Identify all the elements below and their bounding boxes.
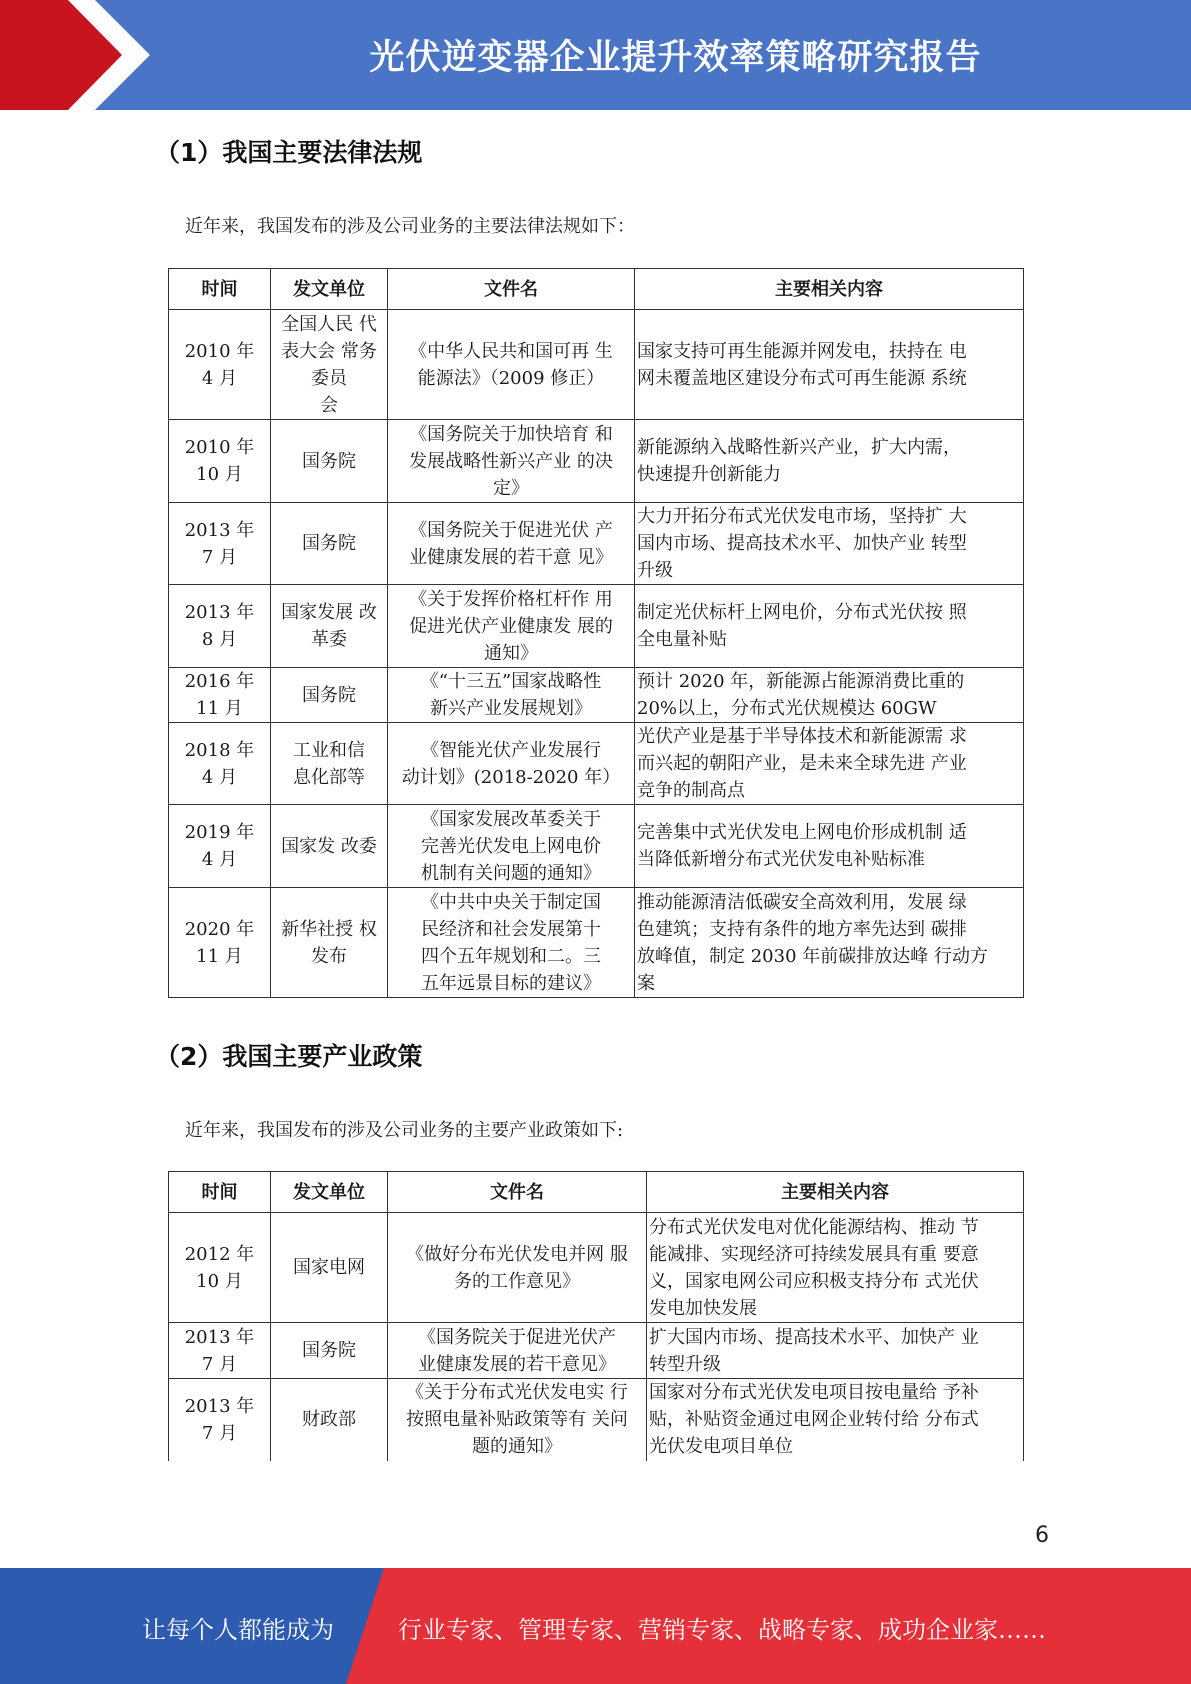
table-row <box>169 668 1024 723</box>
cell-line: 发布 <box>311 945 347 967</box>
section1-heading: （1）我国主要法律法规 <box>155 138 423 167</box>
cell-line: 2013 年 <box>184 1326 255 1348</box>
cell-doc <box>388 723 635 805</box>
cell-line: 2010 年 <box>184 340 255 362</box>
cell-line: 8 月 <box>201 629 238 650</box>
table-row <box>169 723 1024 805</box>
cell-doc <box>388 310 635 420</box>
section1-intro: 近年来，我国发布的涉及公司业务的主要法律法规如下： <box>185 216 635 237</box>
col-header-doc: 文件名 <box>388 1172 647 1213</box>
table-row <box>169 310 1024 420</box>
cell-line: 动计划》(2018-2020 年） <box>401 766 621 788</box>
cell-line: 《关于发挥价格杠杆作 用 <box>409 588 613 610</box>
page-number: 6 <box>1035 1523 1049 1548</box>
cell-line: 《国务院关于促进光伏产 <box>418 1326 616 1348</box>
cell-line: 国家发展 改 <box>281 602 377 623</box>
table-row <box>169 585 1024 668</box>
cell-issuer <box>271 585 388 668</box>
col-header-issuer: 发文单位 <box>271 1172 388 1213</box>
cell-line: 2013 年 <box>184 1395 255 1417</box>
cell-line: 大力开拓分布式光伏发电市场，坚持扩 大 <box>637 506 967 527</box>
cell-content <box>647 1323 1024 1379</box>
cell-line: 能减排、实现经济可持续发展具有重 要意 <box>649 1243 979 1265</box>
cell-line: 国务院 <box>302 1340 356 1361</box>
cell-line: 分布式光伏发电对优化能源结构、推动 节 <box>649 1216 979 1238</box>
cell-line: 竞争的制高点 <box>637 780 745 801</box>
cell-doc <box>388 1323 647 1379</box>
cell-issuer <box>271 805 388 888</box>
cell-line: 务的工作意见》 <box>454 1270 580 1292</box>
cell-line: 题的通知》 <box>472 1436 562 1458</box>
cell-line: 《“十三五”国家战略性 <box>420 671 602 692</box>
cell-issuer <box>271 1323 388 1379</box>
cell-doc <box>388 805 635 888</box>
cell-doc <box>388 668 635 723</box>
cell-line: 2012 年 <box>184 1243 255 1265</box>
cell-doc <box>388 1379 647 1461</box>
cell-line: 完善集中式光伏发电上网电价形成机制 适 <box>637 822 967 843</box>
cell-line: 全国人民 代 <box>281 313 377 335</box>
cell-line: 《关于分布式光伏发电实 行 <box>406 1382 628 1404</box>
cell-content <box>635 310 1024 420</box>
cell-line: 2013 年 <box>184 602 255 623</box>
cell-line: 《国务院关于促进光伏 产 <box>409 519 613 541</box>
col-header-date: 时间 <box>169 1172 271 1213</box>
cell-doc <box>388 420 635 503</box>
cell-line: 业健康发展的若干意 见》 <box>409 546 613 568</box>
report-title: 光伏逆变器企业提升效率策略研究报告 <box>369 38 982 78</box>
cell-line: 转型升级 <box>649 1353 721 1375</box>
table-row <box>169 1323 1024 1379</box>
cell-line: 《国务院关于加快培育 和 <box>409 423 613 445</box>
cell-line: 国内市场、提高技术水平、加快产业 转型 <box>637 533 967 554</box>
cell-line: 《智能光伏产业发展行 <box>421 739 601 761</box>
cell-line: 表大会 常务 <box>281 340 377 362</box>
cell-content <box>635 723 1024 805</box>
cell-line: 会 <box>320 394 338 416</box>
cell-issuer <box>271 503 388 585</box>
cell-line: 光伏发电项目单位 <box>649 1436 793 1458</box>
cell-line: 贴，补贴资金通过电网企业转付给 分布式 <box>649 1409 979 1431</box>
cell-line: 全电量补贴 <box>637 629 727 650</box>
cell-line: 《中华人民共和国可再 生 <box>409 340 613 362</box>
cell-date <box>169 723 271 805</box>
cell-date <box>169 585 271 668</box>
cell-line: 11 月 <box>196 945 243 967</box>
header-arrow-icon <box>0 0 170 110</box>
cell-line: 2018 年 <box>184 739 255 761</box>
cell-line: 4 月 <box>201 367 238 389</box>
cell-line: 息化部等 <box>293 766 365 788</box>
section2-intro: 近年来，我国发布的涉及公司业务的主要产业政策如下: <box>185 1120 624 1141</box>
cell-date <box>169 1323 271 1379</box>
cell-content <box>635 503 1024 585</box>
cell-content <box>635 668 1024 723</box>
cell-line: 《做好分布光伏发电并网 服 <box>406 1243 628 1265</box>
cell-doc <box>388 1213 647 1323</box>
table-header-row <box>169 269 1024 310</box>
cell-line: 民经济和社会发展第十 <box>421 918 601 940</box>
cell-line: 推动能源清洁低碳安全高效利用，发展 绿 <box>637 891 967 913</box>
cell-line: 2013 年 <box>184 519 255 541</box>
cell-line: 4 月 <box>201 849 238 870</box>
section2-heading: （2）我国主要产业政策 <box>155 1042 423 1071</box>
cell-issuer <box>271 888 388 998</box>
cell-line: 扩大国内市场、提高技术水平、加快产 业 <box>649 1326 979 1348</box>
table-row <box>169 805 1024 888</box>
cell-line: 制定光伏标杆上网电价，分布式光伏按 照 <box>637 602 967 623</box>
cell-content <box>635 585 1024 668</box>
cell-date <box>169 503 271 585</box>
col-header-content: 主要相关内容 <box>635 269 1024 310</box>
cell-line: 案 <box>637 972 655 994</box>
policies-table <box>168 1171 1024 1461</box>
cell-line: 4 月 <box>201 766 238 788</box>
cell-line: 而兴起的朝阳产业，是未来全球先进 产业 <box>637 753 967 774</box>
col-header-date: 时间 <box>169 269 271 310</box>
cell-line: 完善光伏发电上网电价 <box>421 835 601 857</box>
cell-line: 快速提升创新能力 <box>637 464 781 485</box>
cell-line: 2020 年 <box>184 918 255 940</box>
cell-line: 业健康发展的若干意见》 <box>418 1353 616 1375</box>
cell-content <box>635 888 1024 998</box>
cell-line: 2016 年 <box>184 671 255 692</box>
cell-line: 2010 年 <box>184 437 255 458</box>
cell-line: 7 月 <box>201 1422 238 1444</box>
cell-issuer <box>271 310 388 420</box>
col-header-content: 主要相关内容 <box>647 1172 1024 1213</box>
cell-line: 发电加快发展 <box>649 1297 757 1319</box>
table-row <box>169 420 1024 503</box>
cell-line: 预计 2020 年，新能源占能源消费比重的 <box>637 671 965 692</box>
cell-issuer <box>271 420 388 503</box>
cell-doc <box>388 585 635 668</box>
col-header-doc: 文件名 <box>388 269 635 310</box>
cell-line: 国务院 <box>302 533 356 554</box>
cell-date <box>169 1379 271 1461</box>
cell-line: 新华社授 权 <box>281 918 377 940</box>
cell-line: 10 月 <box>196 464 243 485</box>
cell-date <box>169 888 271 998</box>
cell-line: 国家对分布式光伏发电项目按电量给 予补 <box>649 1382 979 1404</box>
cell-content <box>647 1213 1024 1323</box>
cell-line: 通知》 <box>484 642 538 664</box>
table-row <box>169 503 1024 585</box>
cell-line: 升级 <box>637 560 673 581</box>
cell-content <box>647 1379 1024 1461</box>
cell-line: 国家支持可再生能源并网发电，扶持在 电 <box>637 340 967 362</box>
cell-line: 国务院 <box>302 684 356 706</box>
cell-date <box>169 805 271 888</box>
cell-date <box>169 1213 271 1323</box>
table-row <box>169 1213 1024 1323</box>
cell-date <box>169 668 271 723</box>
cell-line: 放峰值，制定 2030 年前碳排放达峰 行动方 <box>637 945 988 967</box>
col-header-issuer: 发文单位 <box>271 269 388 310</box>
cell-line: 工业和信 <box>293 739 365 761</box>
cell-line: 五年远景目标的建议》 <box>421 972 601 994</box>
cell-line: 7 月 <box>201 546 238 568</box>
cell-line: 义，国家电网公司应积极支持分布 式光伏 <box>649 1270 979 1292</box>
cell-line: 财政部 <box>302 1409 356 1431</box>
cell-line: 四个五年规划和二。三 <box>421 945 601 967</box>
cell-line: 2019 年 <box>184 822 255 843</box>
table-header-row <box>169 1172 1024 1213</box>
table-row <box>169 888 1024 998</box>
cell-line: 网未覆盖地区建设分布式可再生能源 系统 <box>637 367 967 389</box>
cell-issuer <box>271 1213 388 1323</box>
cell-line: 国家发 改委 <box>281 835 377 857</box>
cell-line: 委员 <box>311 367 347 389</box>
cell-line: 机制有关问题的通知》 <box>421 862 601 884</box>
cell-content <box>635 805 1024 888</box>
cell-issuer <box>271 1379 388 1461</box>
cell-line: 定》 <box>493 477 529 499</box>
cell-issuer <box>271 668 388 723</box>
cell-line: 10 月 <box>196 1270 243 1292</box>
cell-line: 新兴产业发展规划》 <box>430 698 592 719</box>
cell-content <box>635 420 1024 503</box>
cell-issuer <box>271 723 388 805</box>
cell-line: 发展战略性新兴产业 的决 <box>409 450 613 472</box>
cell-date <box>169 310 271 420</box>
cell-line: 按照电量补贴政策等有 关问 <box>406 1409 628 1431</box>
cell-line: 光伏产业是基于半导体技术和新能源需 求 <box>637 726 967 747</box>
cell-line: 色建筑；支持有条件的地方率先达到 碳排 <box>637 918 967 940</box>
cell-line: 国务院 <box>302 450 356 472</box>
cell-line: 20%以上，分布式光伏规模达 60GW <box>637 698 937 719</box>
cell-date <box>169 420 271 503</box>
cell-line: 当降低新增分布式光伏发电补贴标准 <box>637 849 925 870</box>
cell-doc <box>388 888 635 998</box>
laws-table <box>168 268 1024 998</box>
cell-line: 革委 <box>311 629 347 650</box>
cell-line: 能源法》（2009 修正） <box>417 367 605 389</box>
cell-line: 《中共中央关于制定国 <box>421 891 601 913</box>
cell-line: 新能源纳入战略性新兴产业，扩大内需， <box>637 437 961 458</box>
cell-line: 7 月 <box>201 1353 238 1375</box>
cell-line: 促进光伏产业健康发 展的 <box>409 615 613 637</box>
cell-line: 《国家发展改革委关于 <box>421 808 601 830</box>
cell-line: 11 月 <box>196 698 243 719</box>
cell-line: 国家电网 <box>293 1257 365 1278</box>
footer-slogan-right: 行业专家、管理专家、营销专家、战略专家、成功企业家…… <box>398 1616 1046 1644</box>
footer-slogan-left: 让每个人都能成为 <box>142 1616 334 1644</box>
table-row <box>169 1379 1024 1461</box>
cell-doc <box>388 503 635 585</box>
